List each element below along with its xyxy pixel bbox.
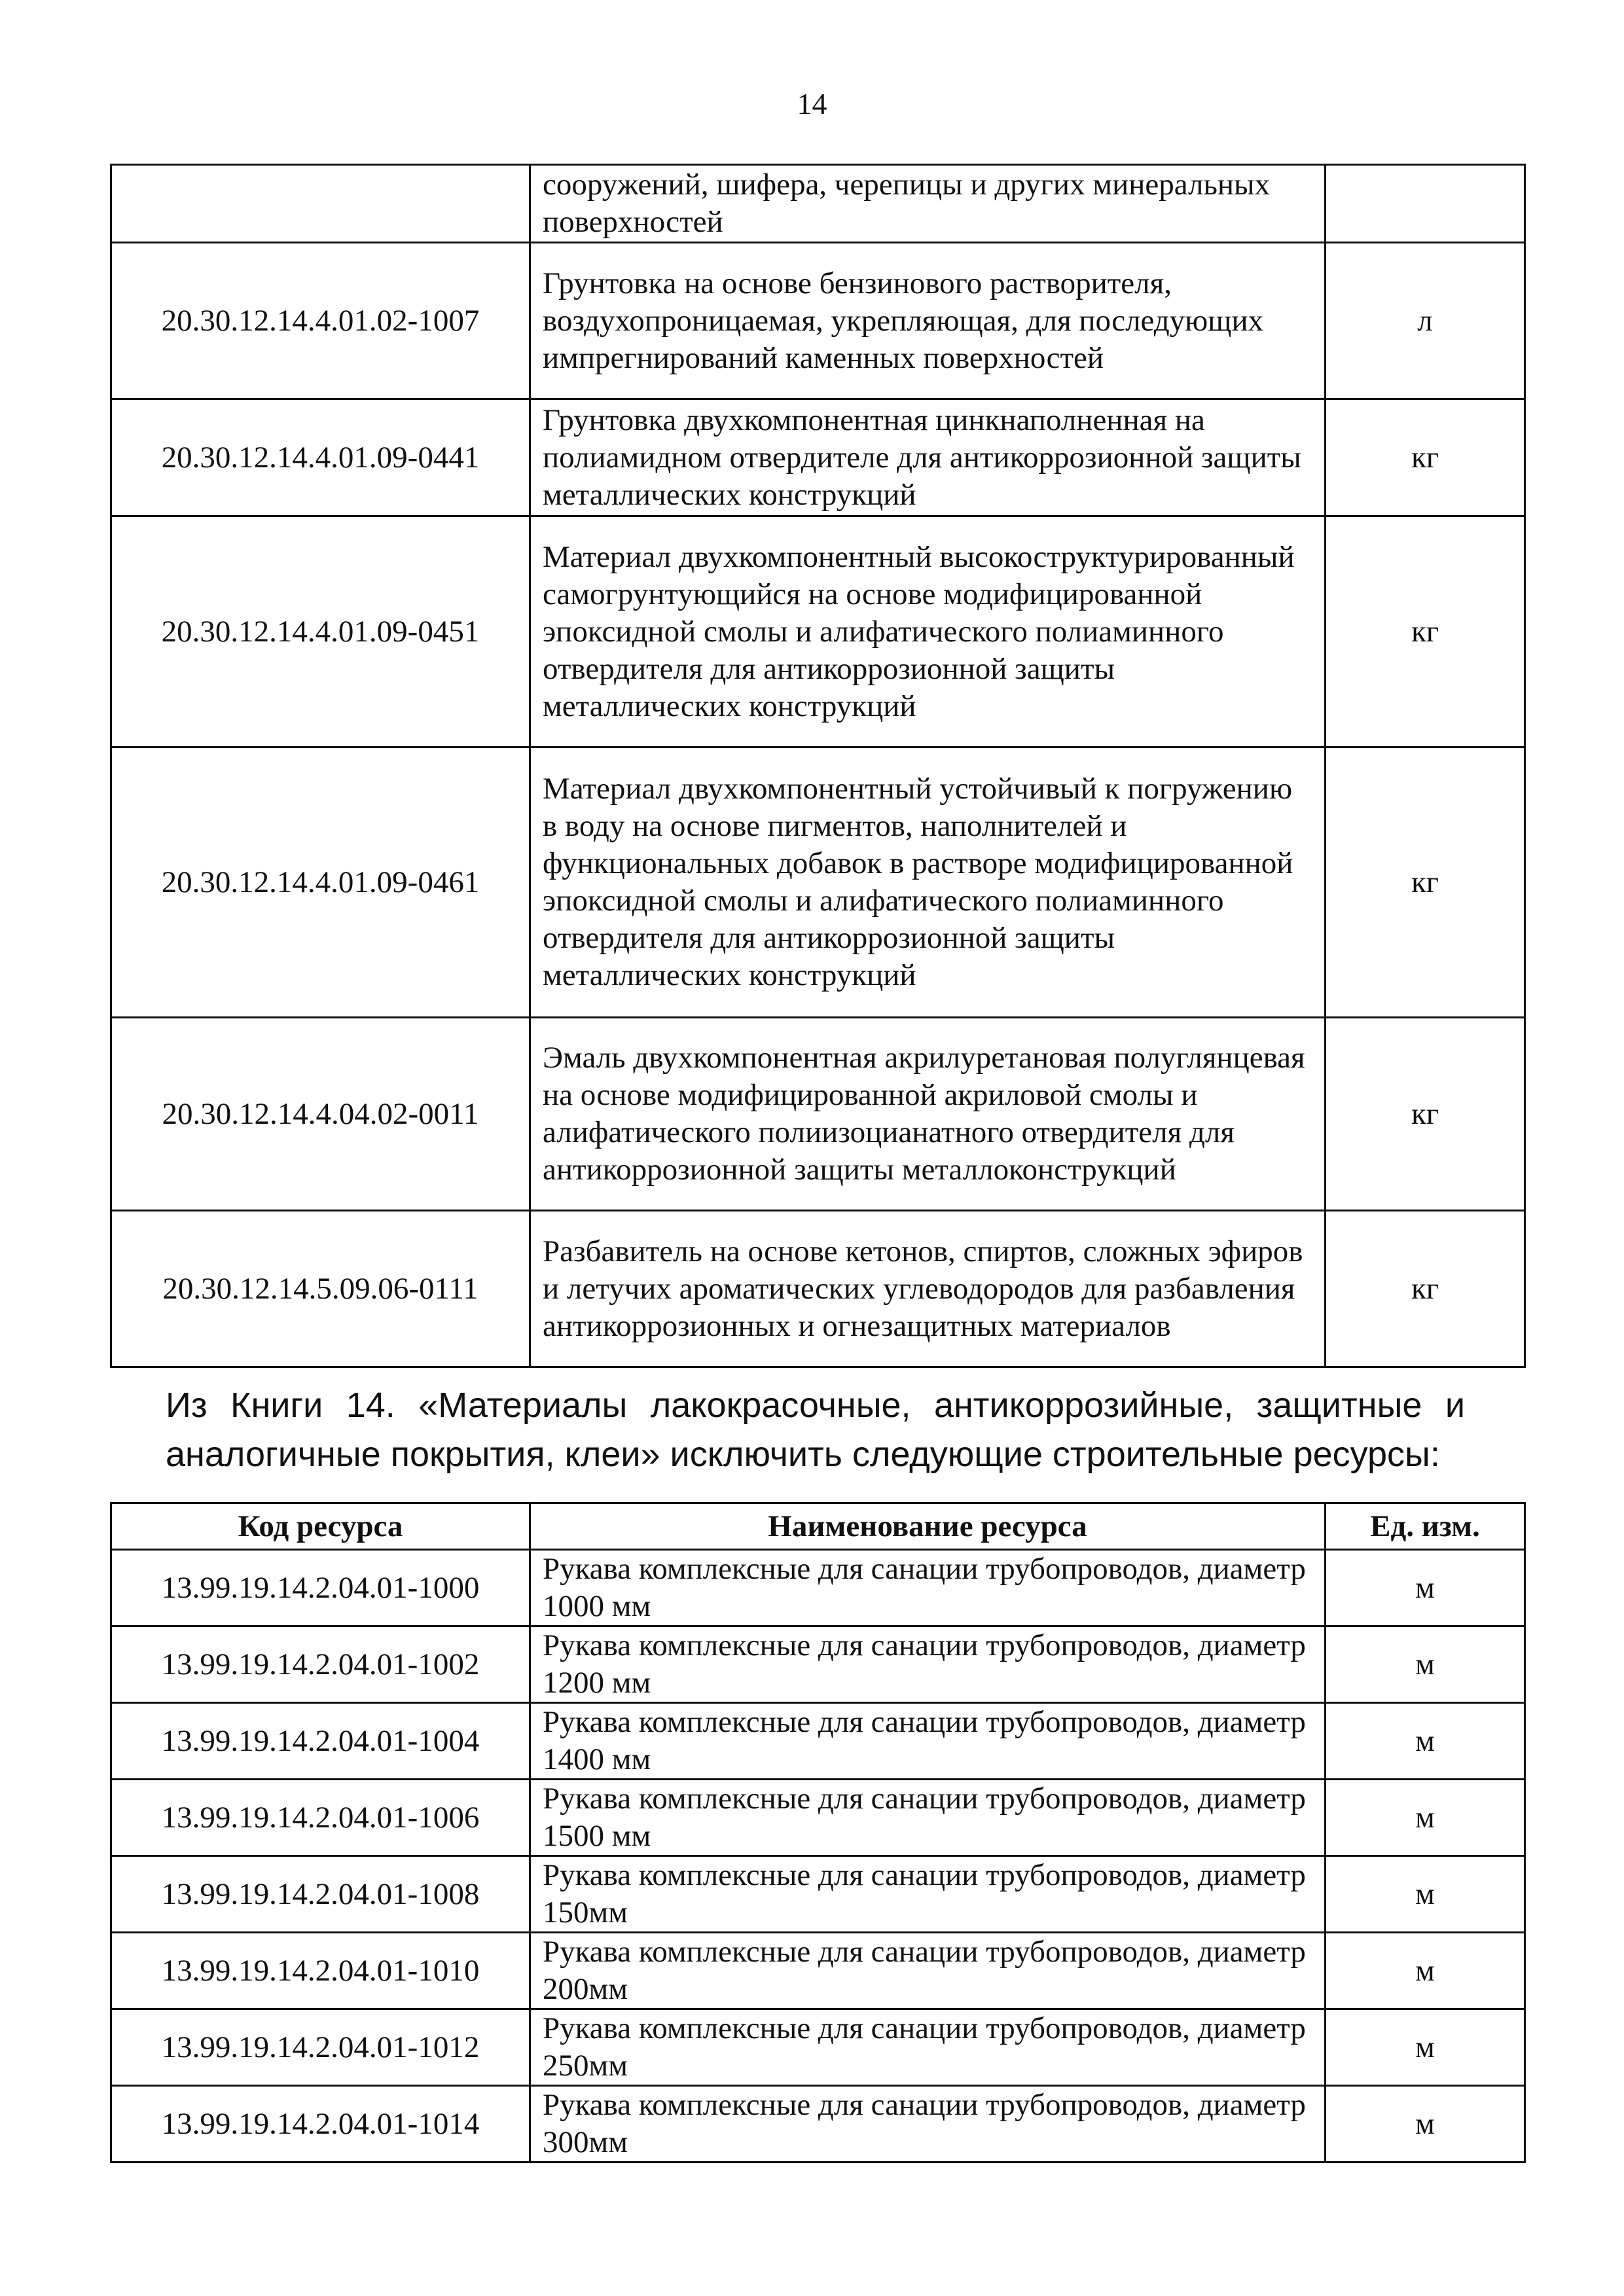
resource-code: 20.30.12.14.4.01.09-0451 — [111, 516, 530, 747]
resource-name: Рукава комплексные для санации трубопроводов, диаметр 1200 мм — [530, 1626, 1326, 1703]
resource-unit: л — [1326, 243, 1525, 399]
resource-name: Грунтовка двухкомпонентная цинкнаполненная на полиамидном отвердителе для антикоррозионной защиты металлических конструкций — [530, 399, 1326, 516]
resource-name: Рукава комплексные для санации трубопроводов, диаметр 1500 мм — [530, 1780, 1326, 1856]
exclusion-paragraph: Из Книги 14. «Материалы лакокрасочные, антикоррозийные, защитные и аналогичные покрытия, клеи» исключить следующие строительные ресурсы: — [166, 1386, 1465, 1474]
resource-name: Рукава комплексные для санации трубопроводов, диаметр 1000 мм — [530, 1550, 1326, 1626]
resource-code: 20.30.12.14.4.01.02-1007 — [111, 243, 530, 399]
resource-name: сооружений, шифера, черепицы и других минеральных поверхностей — [530, 165, 1326, 243]
resource-unit: м — [1326, 1856, 1525, 1933]
table-header-row — [111, 1503, 1525, 1550]
resource-name: Разбавитель на основе кетонов, спиртов, сложных эфиров и летучих ароматических углеводородов для разбавления антикоррозионных и огнезащитных материалов — [530, 1211, 1326, 1367]
resources-table-continued — [110, 164, 1526, 1368]
resource-name: Рукава комплексные для санации трубопроводов, диаметр 300мм — [530, 2086, 1326, 2162]
resource-code — [111, 165, 530, 243]
header-code: Код ресурса — [111, 1503, 530, 1550]
table-row — [111, 399, 1525, 516]
table-row — [111, 1933, 1525, 2009]
resource-unit: м — [1326, 1933, 1525, 2009]
table-row — [111, 2086, 1525, 2162]
table-row — [111, 2009, 1525, 2086]
resource-code: 13.99.19.14.2.04.01-1004 — [111, 1703, 530, 1780]
table-row — [111, 1211, 1525, 1367]
resource-unit — [1326, 165, 1525, 243]
resource-unit: м — [1326, 1703, 1525, 1780]
page-number: 14 — [797, 87, 827, 120]
resource-name: Рукава комплексные для санации трубопроводов, диаметр 1400 мм — [530, 1703, 1326, 1780]
table-row — [111, 1018, 1525, 1211]
resource-unit: кг — [1326, 747, 1525, 1018]
table-row — [111, 1856, 1525, 1933]
table-row — [111, 1780, 1525, 1856]
resource-unit: кг — [1326, 1018, 1525, 1211]
resource-unit: м — [1326, 1780, 1525, 1856]
resource-code: 20.30.12.14.4.01.09-0441 — [111, 399, 530, 516]
header-name: Наименование ресурса — [530, 1503, 1326, 1550]
resource-unit: кг — [1326, 516, 1525, 747]
resource-code: 13.99.19.14.2.04.01-1006 — [111, 1780, 530, 1856]
table-row — [111, 243, 1525, 399]
table-row — [111, 1703, 1525, 1780]
header-unit: Ед. изм. — [1326, 1503, 1525, 1550]
table-row — [111, 516, 1525, 747]
table-row — [111, 1550, 1525, 1626]
resource-name: Рукава комплексные для санации трубопроводов, диаметр 250мм — [530, 2009, 1326, 2086]
resource-unit: кг — [1326, 399, 1525, 516]
resource-name: Рукава комплексные для санации трубопроводов, диаметр 200мм — [530, 1933, 1326, 2009]
resource-unit: м — [1326, 2009, 1525, 2086]
resource-name: Эмаль двухкомпонентная акрилуретановая полуглянцевая на основе модифицированной акриловой смолы и алифатического полиизоцианатного отвердителя для антикоррозионной защиты металлоконструкций — [530, 1018, 1326, 1211]
resource-code: 13.99.19.14.2.04.01-1002 — [111, 1626, 530, 1703]
resource-code: 20.30.12.14.5.09.06-0111 — [111, 1211, 530, 1367]
resource-code: 13.99.19.14.2.04.01-1010 — [111, 1933, 530, 2009]
resource-unit: кг — [1326, 1211, 1525, 1367]
resource-name: Материал двухкомпонентный высокоструктурированный самогрунтующийся на основе модифицированной эпоксидной смолы и алифатического полиаминного отвердителя для антикоррозионной защиты металлических конструкций — [530, 516, 1326, 747]
resource-code: 13.99.19.14.2.04.01-1000 — [111, 1550, 530, 1626]
resource-name: Материал двухкомпонентный устойчивый к погружению в воду на основе пигментов, наполнителей и функциональных добавок в растворе модифицированной эпоксидной смолы и алифатического полиаминного отвердителя для антикоррозионной защиты металлических конструкций — [530, 747, 1326, 1018]
table-row — [111, 747, 1525, 1018]
resource-unit: м — [1326, 1550, 1525, 1626]
resource-unit: м — [1326, 2086, 1525, 2162]
resource-name: Грунтовка на основе бензинового растворителя, воздухопроницаемая, укрепляющая, для последующих импрегнирований каменных поверхностей — [530, 243, 1326, 399]
resource-code: 13.99.19.14.2.04.01-1014 — [111, 2086, 530, 2162]
resource-unit: м — [1326, 1626, 1525, 1703]
table-row — [111, 1626, 1525, 1703]
resource-code: 13.99.19.14.2.04.01-1008 — [111, 1856, 530, 1933]
table-row — [111, 165, 1525, 243]
resource-code: 13.99.19.14.2.04.01-1012 — [111, 2009, 530, 2086]
resource-code: 20.30.12.14.4.04.02-0011 — [111, 1018, 530, 1211]
resource-code: 20.30.12.14.4.01.09-0461 — [111, 747, 530, 1018]
excluded-resources-table — [110, 1502, 1526, 2163]
resource-name: Рукава комплексные для санации трубопроводов, диаметр 150мм — [530, 1856, 1326, 1933]
